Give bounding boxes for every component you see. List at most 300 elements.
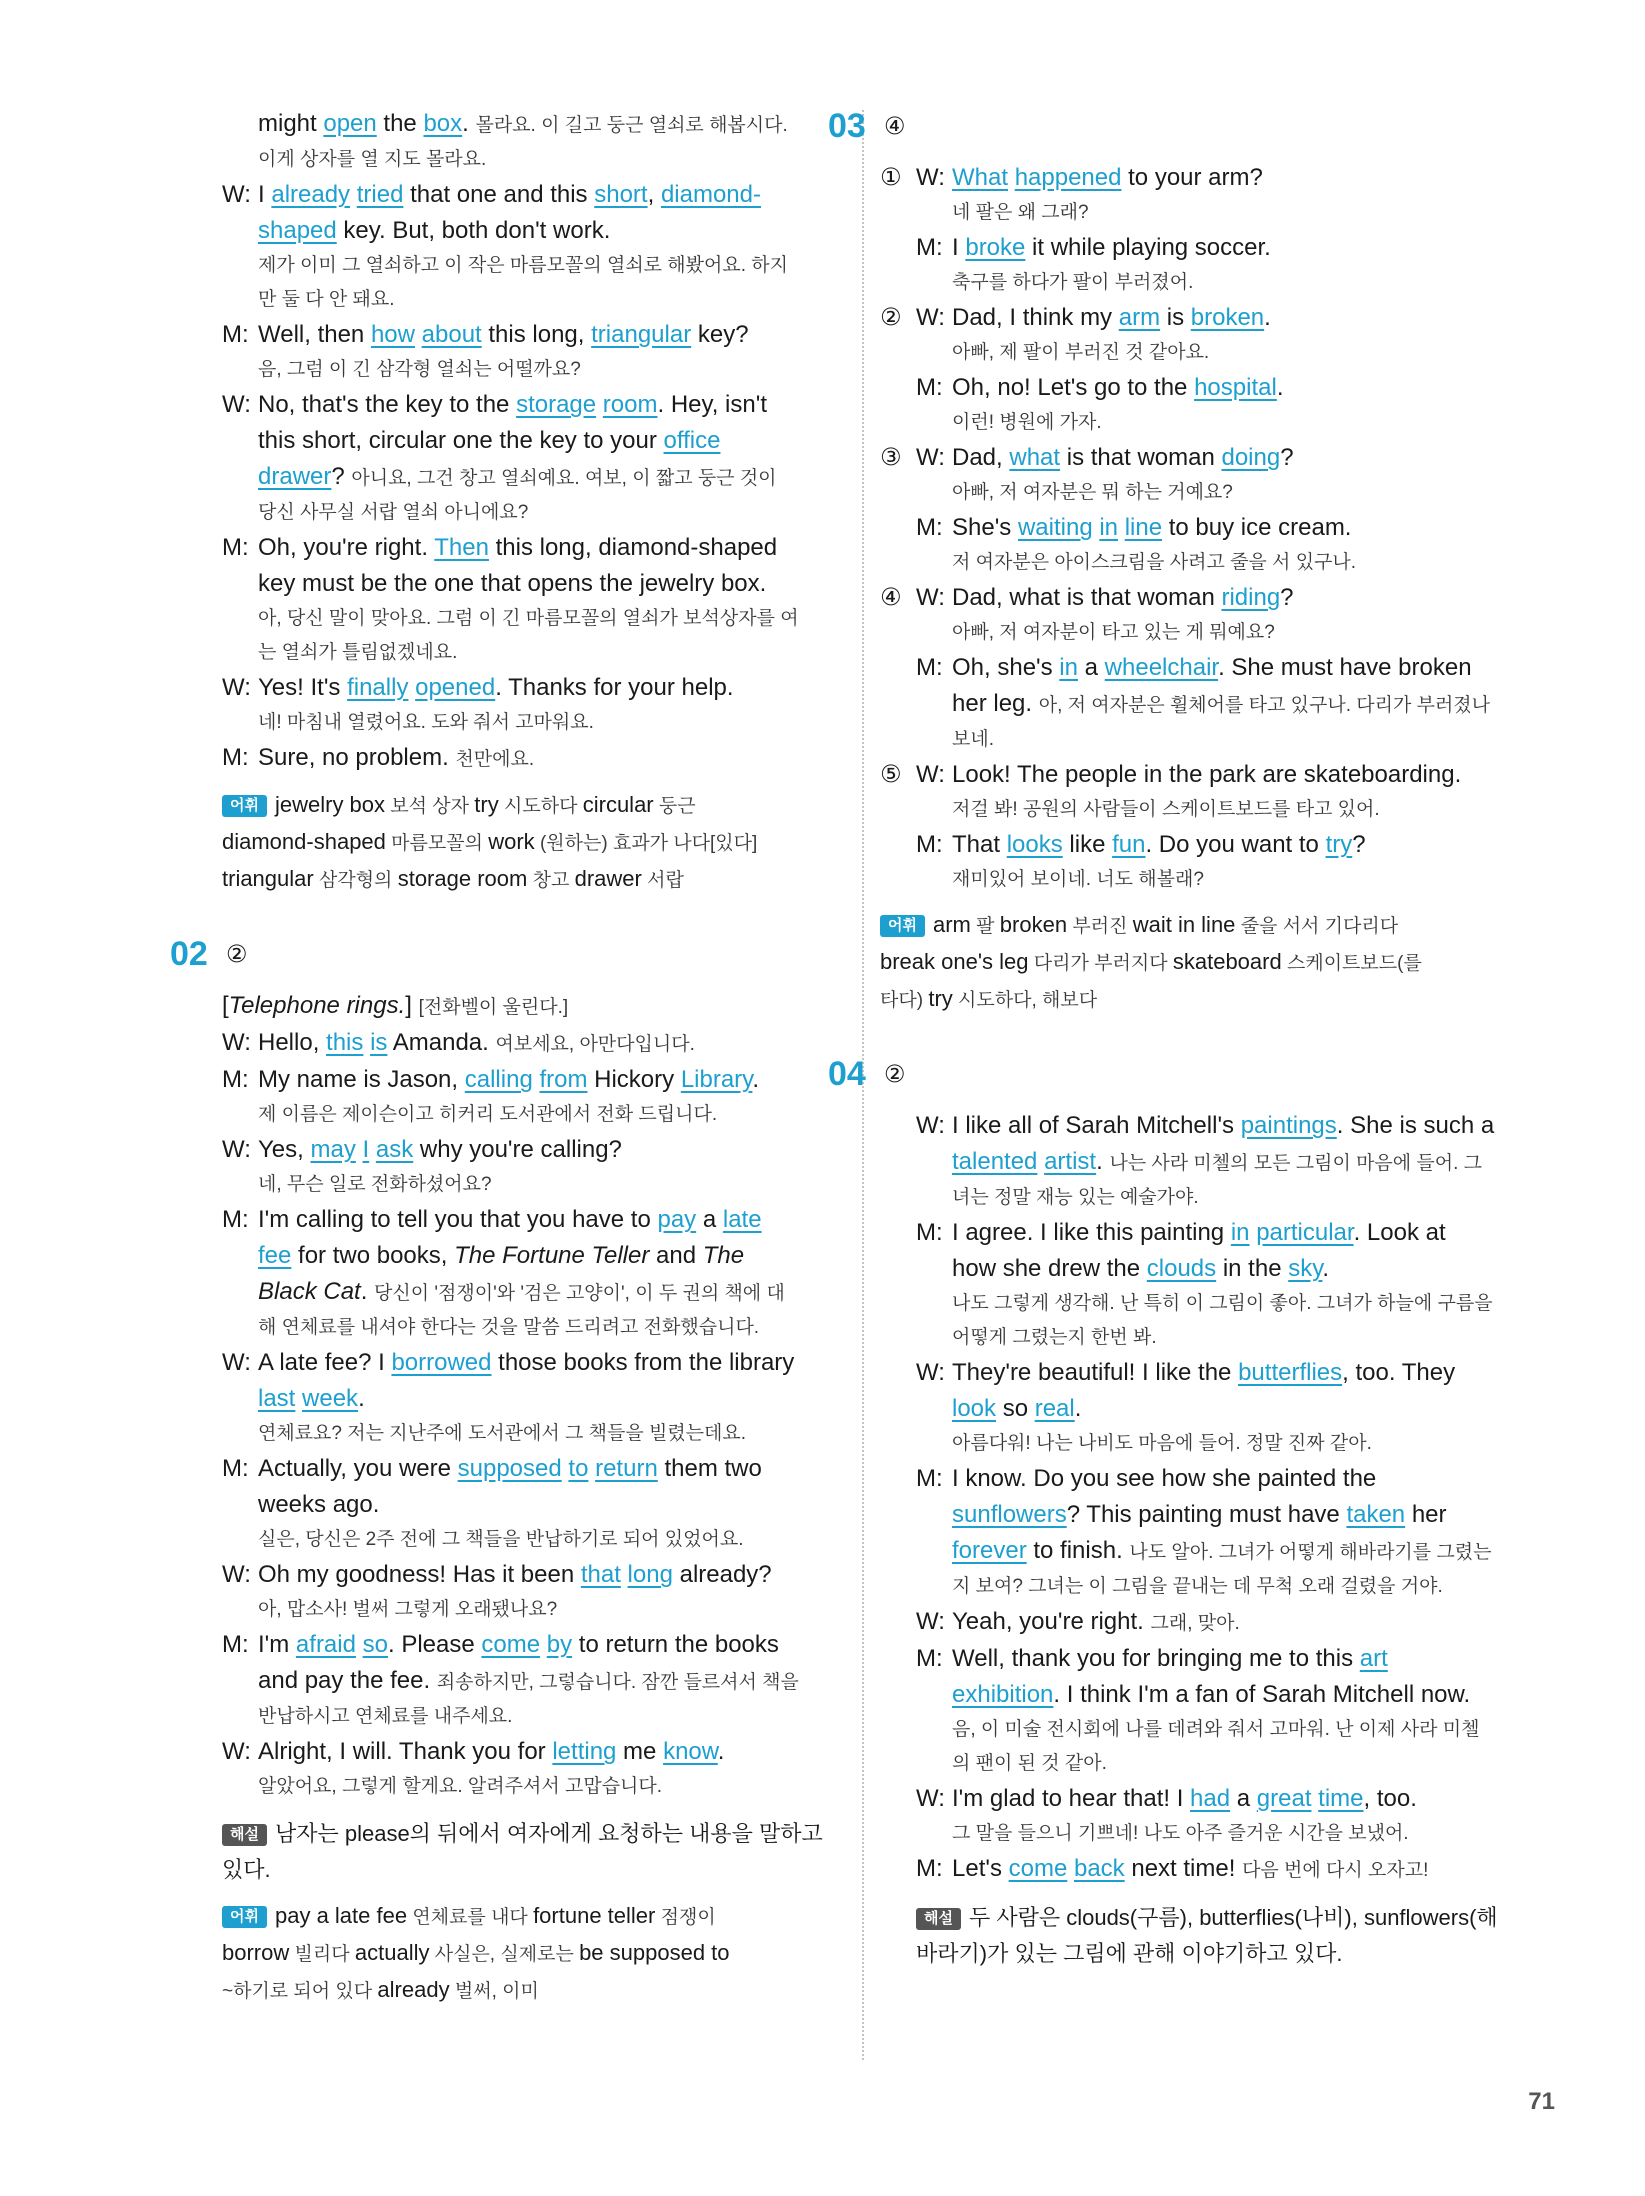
korean-text: 당신이 '점쟁이'와 '검은 고양이', 이 두 권의 책에 대: [374, 1283, 785, 1304]
answer-blank: sky: [1288, 1255, 1323, 1282]
text-span: W:: [916, 444, 945, 471]
text-span: Yeah, you're right.: [952, 1608, 1151, 1635]
text-span: diamond-shaped: [222, 829, 386, 854]
dialogue-line: [916, 300, 1560, 440]
text-span: . She must have broken: [1218, 654, 1472, 681]
text-span: break one's leg: [880, 949, 1029, 974]
answer-blank: come: [1008, 1855, 1068, 1882]
text-span: so: [996, 1395, 1035, 1422]
explanation-tag: 해설: [222, 1824, 267, 1846]
text-span: Oh my goodness! Has it been: [258, 1561, 581, 1588]
text-span: W:: [916, 1608, 945, 1635]
answer-blank: ask: [375, 1136, 414, 1163]
section-header-03: [828, 106, 1560, 146]
text-span: M:: [916, 1465, 943, 1492]
dialogue-line: [952, 1851, 1560, 1888]
korean-text: 지 보여? 그녀는 이 그림을 끝내는 데 무척 오래 걸렸을 거야.: [952, 1576, 1443, 1597]
text-span: try: [474, 792, 499, 817]
dialogue-line: [952, 1355, 1560, 1461]
text-span: key must be the one that opens the jewelry box.: [258, 570, 767, 597]
answer-blank: real: [1034, 1395, 1075, 1422]
text-span: fortune teller: [533, 1903, 656, 1928]
dialogue-line: [952, 1355, 1560, 1391]
dialogue-line: [916, 827, 1560, 897]
answer-blank: riding: [1221, 584, 1281, 611]
text-span: Sure, no problem.: [258, 744, 456, 771]
text-span: M:: [916, 654, 943, 681]
korean-text: 삼각형의: [313, 870, 398, 891]
dialogue-line: [952, 1781, 1560, 1851]
text-span: Yes! It's: [258, 674, 348, 701]
dialogue-line: [258, 1451, 842, 1487]
text-span: W:: [222, 181, 251, 208]
text-span: M:: [916, 1855, 943, 1882]
text-span: a: [1230, 1785, 1257, 1812]
answer-blank: Then: [434, 534, 489, 561]
korean-text: 아빠, 제 팔이 부러진 것 같아요.: [952, 342, 1210, 363]
dialogue-line: [916, 1108, 1560, 1215]
dialogue-line: [952, 230, 1560, 300]
answer-blank: drawer: [258, 463, 332, 490]
answer-blank: I: [362, 1136, 370, 1163]
dialogue-line: [258, 423, 842, 459]
text-span: I: [952, 234, 966, 261]
korean-text: 타다): [880, 990, 929, 1011]
korean-text: 스케이트보드(를: [1281, 953, 1422, 974]
korean-text: 아, 당신 말이 맞아요. 그럼 이 긴 마름모꼴의 열쇠가 보석상자를 여: [258, 608, 799, 629]
text-span: . Hey, isn't: [657, 391, 767, 418]
text-span: I'm: [258, 1631, 296, 1658]
answer-blank: particular: [1256, 1219, 1354, 1246]
dialogue-line: [222, 1062, 842, 1132]
korean-text: 만 둘 다 안 돼요.: [258, 289, 395, 310]
explanation-tag: 해설: [916, 1908, 961, 1930]
answer-blank: calling: [464, 1066, 533, 1093]
dialogue-line: [952, 1215, 1560, 1355]
answer-blank: doing: [1221, 444, 1281, 471]
korean-text: 사실은, 실제로는: [429, 1944, 580, 1965]
text-span: Amanda.: [387, 1029, 496, 1056]
korean-text: 보네.: [952, 729, 994, 750]
answer-blank: from: [539, 1066, 588, 1093]
dialogue-line: [952, 827, 1560, 863]
dialogue-line: [258, 530, 842, 670]
dialogue-line: [258, 459, 842, 496]
text-span: W:: [916, 304, 945, 331]
text-span: ③: [880, 444, 902, 471]
dialogue-line: [952, 1215, 1560, 1251]
dialogue-line: [258, 740, 842, 777]
text-span: W:: [916, 1359, 945, 1386]
text-span: .: [1074, 1395, 1082, 1422]
korean-text: 천만에요.: [455, 749, 535, 770]
answer-blank: that: [580, 1561, 621, 1588]
dialogue-s03: [880, 160, 1560, 1018]
text-span: .: [1322, 1255, 1330, 1282]
text-span: Dad,: [952, 444, 1010, 471]
answer-blank: fee: [258, 1242, 292, 1269]
text-span: [356, 1631, 363, 1658]
text-span: Oh, no! Let's go to the: [952, 374, 1195, 401]
korean-text: 그래, 맞아.: [1150, 1613, 1240, 1634]
korean-text: 그 말을 들으니 기쁘네! 나도 아주 즐거운 시간을 보냈어.: [952, 1823, 1409, 1844]
dialogue-line: [952, 1781, 1560, 1817]
text-span: [356, 1136, 363, 1163]
text-span: That: [952, 831, 1007, 858]
text-span: those books from the library: [491, 1349, 795, 1376]
text-span: storage room: [397, 866, 528, 891]
text-span: Dad, what is that woman: [952, 584, 1222, 611]
dialogue-line: [952, 827, 1560, 897]
answer-blank: come: [481, 1631, 541, 1658]
answer-mark: ④: [883, 112, 906, 140]
dialogue-line: [952, 1677, 1560, 1713]
text-span: 바라기)가 있는 그림에 관해 이야기하고 있다.: [916, 1941, 1343, 1966]
korean-text: 팔: [970, 916, 1000, 937]
text-span: work: [488, 829, 535, 854]
answer-blank: how: [370, 321, 415, 348]
korean-text: 보석 상자: [385, 796, 475, 817]
text-span: Well, then: [258, 321, 371, 348]
answer-blank: letting: [552, 1738, 617, 1765]
dialogue-line: [916, 160, 1560, 230]
text-span: 남자는 please의 뒤에서 여자에게 요청하는 내용을 말하고 있다.: [222, 1821, 823, 1882]
text-span: triangular: [222, 866, 314, 891]
text-span: .: [360, 1278, 375, 1305]
vocab-box-s03: [880, 907, 1560, 1018]
dialogue-line: [916, 650, 1560, 757]
korean-text: 당신 사무실 서랍 열쇠 아니에요?: [258, 502, 529, 523]
dialogue-line: [952, 1391, 1560, 1427]
text-span: Oh, you're right.: [258, 534, 435, 561]
korean-text: 다음 번에 다시 오자고!: [1242, 1860, 1429, 1881]
dialogue-line: [952, 1641, 1560, 1781]
text-span: , too.: [1363, 1785, 1417, 1812]
korean-text: 음, 그럼 이 긴 삼각형 열쇠는 어떨까요?: [258, 359, 581, 380]
dialogue-line: [222, 670, 842, 740]
vocab-tag: 어휘: [222, 795, 267, 817]
text-span: .: [1096, 1148, 1110, 1175]
korean-text: 나도 그렇게 생각해. 난 특히 이 그림이 좋아. 그녀가 하늘에 구름을: [952, 1293, 1493, 1314]
text-span: why you're calling?: [413, 1136, 622, 1163]
text-span: a: [1077, 654, 1105, 681]
korean-text: 반납하시고 연체료를 내주세요.: [258, 1706, 513, 1727]
korean-text: 아, 저 여자분은 휠체어를 타고 있구나. 다리가 부러졌나: [1038, 695, 1491, 716]
text-span: .: [717, 1738, 725, 1765]
text-span: the: [376, 110, 424, 137]
text-span: She's: [952, 514, 1018, 541]
dialogue-line: [222, 1132, 842, 1202]
vocab-tag: 어휘: [880, 915, 925, 937]
dialogue-line: [952, 1108, 1560, 1215]
dialogue-line: [258, 387, 842, 530]
answer-blank: already: [271, 181, 351, 208]
text-span: this short, circular one the key to your: [258, 427, 664, 454]
text-span: ④: [880, 584, 902, 611]
answer-blank: diamond-: [660, 181, 761, 208]
korean-text: 저 여자분은 아이스크림을 사려고 줄을 서 있구나.: [952, 552, 1357, 573]
text-span: for two books,: [291, 1242, 455, 1269]
text-span: me: [616, 1738, 664, 1765]
korean-text: 나는 사라 미첼의 모든 그림이 마음에 들어. 그: [1109, 1153, 1483, 1174]
text-span: [1008, 164, 1015, 191]
dialogue-line: [258, 670, 842, 740]
answer-blank: arm: [1118, 304, 1161, 331]
answer-blank: return: [595, 1455, 658, 1482]
text-span: Alright, I will. Thank you for: [258, 1738, 553, 1765]
text-span: like: [1062, 831, 1113, 858]
dialogue-line: [258, 1734, 842, 1804]
section-header-02: [170, 934, 842, 974]
dialogue-line: [880, 300, 1560, 440]
text-span: I agree. I like this painting: [952, 1219, 1231, 1246]
text-span: this long, diamond-shaped: [488, 534, 778, 561]
dialogue-line: [222, 1451, 842, 1557]
dialogue-line: [952, 1604, 1560, 1641]
korean-text: 이런! 병원에 가자.: [952, 412, 1102, 433]
text-span: them two: [657, 1455, 762, 1482]
answer-blank: to: [568, 1455, 589, 1482]
text-span: broken: [999, 912, 1068, 937]
text-span: [621, 1561, 628, 1588]
dialogue-line: [952, 160, 1560, 196]
text-span: W:: [222, 391, 251, 418]
answer-blank: pay: [657, 1206, 697, 1233]
answer-blank: butterflies: [1238, 1359, 1343, 1386]
text-span: [1067, 1855, 1074, 1882]
answer-blank: great: [1256, 1785, 1312, 1812]
text-span: ,: [647, 181, 661, 208]
dialogue-line: [952, 650, 1560, 686]
answer-blank: line: [1124, 514, 1163, 541]
left-column: [170, 106, 842, 2009]
dialogue-line: [880, 440, 1560, 580]
korean-text: 창고: [527, 870, 575, 891]
text-span: actually: [354, 1940, 430, 1965]
dialogue-line: [258, 1381, 842, 1417]
answer-blank: broke: [965, 234, 1026, 261]
korean-text: 아, 맙소사! 벌써 그렇게 오래됐나요?: [258, 1599, 558, 1620]
answer-blank: storage: [516, 391, 597, 418]
dialogue-line: [952, 440, 1560, 476]
answer-blank: last: [258, 1385, 296, 1412]
text-span: [369, 1136, 376, 1163]
text-span: a: [696, 1206, 723, 1233]
answer-blank: sunflowers: [952, 1501, 1067, 1528]
dialogue-line: [222, 1202, 842, 1345]
dialogue-line: [952, 370, 1560, 440]
text-span: [540, 1631, 547, 1658]
text-span: Look! The people in the park are skateboarding.: [952, 761, 1462, 788]
answer-blank: broken: [1190, 304, 1265, 331]
answer-blank: in: [1059, 654, 1078, 681]
dialogue-line: [952, 370, 1560, 406]
answer-blank: so: [362, 1631, 388, 1658]
section-number: 02: [170, 935, 208, 973]
text-span: I'm glad to hear that! I: [952, 1785, 1191, 1812]
answer-blank: in: [1230, 1219, 1250, 1246]
dialogue-line: [258, 740, 842, 777]
text-span: her: [1405, 1501, 1447, 1528]
text-span: .: [1276, 374, 1284, 401]
text-span: W:: [222, 1029, 251, 1056]
dialogue-line: [222, 177, 842, 317]
answer-blank: happened: [1014, 164, 1122, 191]
dialogue-line: [916, 160, 1560, 300]
dialogue-line: [880, 580, 1560, 757]
answer-blank: triangular: [591, 321, 692, 348]
korean-text: 음, 이 미술 전시회에 나를 데려와 줘서 고마워. 난 이제 사라 미첼: [952, 1719, 1480, 1740]
answer-blank: forever: [952, 1537, 1027, 1564]
dialogue-line: [258, 1132, 842, 1202]
text-span: M:: [916, 374, 943, 401]
text-span: W:: [222, 1136, 251, 1163]
answer-blank: tried: [356, 181, 404, 208]
dialogue-line: [258, 317, 842, 387]
answer-blank: box: [423, 110, 463, 137]
korean-text: 어떻게 그렸는지 한번 봐.: [952, 1327, 1157, 1348]
korean-text: 연체료를 내다: [407, 1907, 534, 1928]
korean-text: 몰라요. 이 길고 둥근 열쇠로 해봅시다.: [475, 115, 788, 136]
text-span: it while playing soccer.: [1025, 234, 1271, 261]
text-span: They're beautiful! I like the: [952, 1359, 1239, 1386]
korean-text: 네, 무슨 일로 전화하셨어요?: [258, 1174, 492, 1195]
answer-blank: week: [302, 1385, 359, 1412]
dialogue-line: [952, 580, 1560, 650]
text-span: Telephone rings.: [228, 992, 406, 1019]
dialogue-line: [258, 177, 842, 317]
answer-blank: afraid: [295, 1631, 356, 1658]
korean-text: 녀는 정말 재능 있는 예술가야.: [952, 1187, 1199, 1208]
dialogue-s04: [880, 1108, 1560, 1972]
dialogue-line: [258, 1345, 842, 1451]
dialogue-line: [258, 1627, 842, 1663]
answer-blank: time: [1318, 1785, 1364, 1812]
dialogue-line: [916, 440, 1560, 510]
vocab-box-s02: [222, 1898, 842, 2009]
dialogue-line: [952, 160, 1560, 230]
text-span: ? This painting must have: [1066, 1501, 1347, 1528]
text-span: M:: [916, 514, 943, 541]
answer-blank: may: [310, 1136, 356, 1163]
korean-text: 저걸 봐! 공원의 사람들이 스케이트보드를 타고 있어.: [952, 799, 1380, 820]
text-span: be supposed to: [579, 1940, 730, 1965]
dialogue-line: [880, 757, 1560, 897]
text-span: wait in line: [1132, 912, 1236, 937]
answer-blank: know: [663, 1738, 718, 1765]
korean-text: 마름모꼴의: [385, 833, 489, 854]
text-span: The: [702, 1242, 745, 1269]
dialogue-line: [222, 1345, 842, 1451]
answer-blank: late: [722, 1206, 762, 1233]
text-span: jewelry box: [274, 792, 386, 817]
korean-text: ~하기로 되어 있다: [222, 1981, 378, 2002]
dialogue-line: [258, 1663, 842, 1700]
korean-text: 제가 이미 그 열쇠하고 이 작은 마름모꼴의 열쇠로 해봤어요. 하지: [258, 255, 788, 276]
dialogue-line: [916, 757, 1560, 827]
korean-text: 아빠, 저 여자분이 타고 있는 게 뭐예요?: [952, 622, 1275, 643]
text-span: ⑤: [880, 761, 902, 788]
text-span: Well, thank you for bringing me to this: [952, 1645, 1360, 1672]
korean-text: 재미있어 보이네. 너도 해볼래?: [952, 869, 1204, 890]
dialogue-line: [952, 650, 1560, 757]
text-span: Hickory: [587, 1066, 681, 1093]
answer-blank: clouds: [1146, 1255, 1217, 1282]
text-span: pay a late fee: [274, 1903, 408, 1928]
korean-text: 제 이름은 제이슨이고 히커리 도서관에서 전화 드립니다.: [258, 1104, 718, 1125]
dialogue-line: [916, 300, 1560, 370]
korean-text: 이게 상자를 열 지도 몰라요.: [258, 149, 487, 170]
text-span: M:: [222, 321, 249, 348]
dialogue-line: [916, 370, 1560, 440]
text-span: to finish.: [1026, 1537, 1130, 1564]
korean-text: (원하는) 효과가 나다[있다]: [534, 833, 758, 854]
text-span: Hello,: [258, 1029, 327, 1056]
korean-text: 죄송하지만, 그렇습니다. 잠깐 들르셔서 책을: [436, 1672, 799, 1693]
text-span: ?: [1280, 444, 1294, 471]
answer-blank: Library: [680, 1066, 753, 1093]
text-span: W:: [222, 674, 251, 701]
dialogue-line: [952, 1851, 1560, 1888]
dialogue-line: [258, 1062, 842, 1098]
text-span: [596, 391, 603, 418]
answer-blank: taken: [1346, 1501, 1406, 1528]
answer-mark: ②: [883, 1060, 906, 1088]
dialogue-line: [258, 1025, 842, 1062]
dialogue-line: [952, 300, 1560, 370]
dialogue-line: [916, 1641, 1560, 1781]
dialogue-line: [258, 1202, 842, 1345]
dialogue-line: [258, 213, 842, 249]
korean-text: 아름다워! 나는 나비도 마음에 들어. 정말 진짜 같아.: [952, 1433, 1372, 1454]
text-span: No, that's the key to the: [258, 391, 517, 418]
answer-blank: supposed: [457, 1455, 562, 1482]
text-span: to return the books: [572, 1631, 779, 1658]
text-span: ?: [1280, 584, 1294, 611]
text-span: is: [1160, 304, 1191, 331]
text-span: skateboard: [1172, 949, 1282, 974]
text-span: already?: [672, 1561, 772, 1588]
text-span: I'm calling to tell you that you have to: [258, 1206, 658, 1233]
korean-text: 네 팔은 왜 그래?: [952, 202, 1089, 223]
answer-blank: long: [627, 1561, 673, 1588]
answer-blank: room: [602, 391, 658, 418]
dialogue-line: [Telephone rings.] [전화벨이 울린다.]: [222, 992, 569, 1019]
dialogue-line: [222, 740, 842, 777]
korean-text: 서랍: [641, 870, 684, 891]
korean-text: 아빠, 저 여자분은 뭐 하는 거예요?: [952, 482, 1233, 503]
dialogue-line: [222, 1557, 842, 1627]
explanation-s02: [222, 1816, 842, 1888]
dialogue-line: [222, 317, 842, 387]
answer-blank: about: [421, 321, 482, 348]
answer-blank: hospital: [1194, 374, 1277, 401]
answer-blank: this: [326, 1029, 364, 1056]
text-span: next time!: [1124, 1855, 1243, 1882]
answer-blank: art: [1359, 1645, 1388, 1672]
answer-blank: wheelchair: [1104, 654, 1219, 681]
dialogue-line: [952, 510, 1560, 546]
dialogue-line: [952, 1108, 1560, 1144]
text-span: W:: [222, 1561, 251, 1588]
text-span: The Fortune Teller: [454, 1242, 650, 1269]
text-span: how she drew the: [952, 1255, 1147, 1282]
dialogue-line: [952, 686, 1560, 723]
text-span: M:: [222, 1631, 249, 1658]
dialogue-line: [916, 1215, 1560, 1355]
dialogue-line: [952, 1461, 1560, 1604]
text-span: Yes,: [258, 1136, 311, 1163]
